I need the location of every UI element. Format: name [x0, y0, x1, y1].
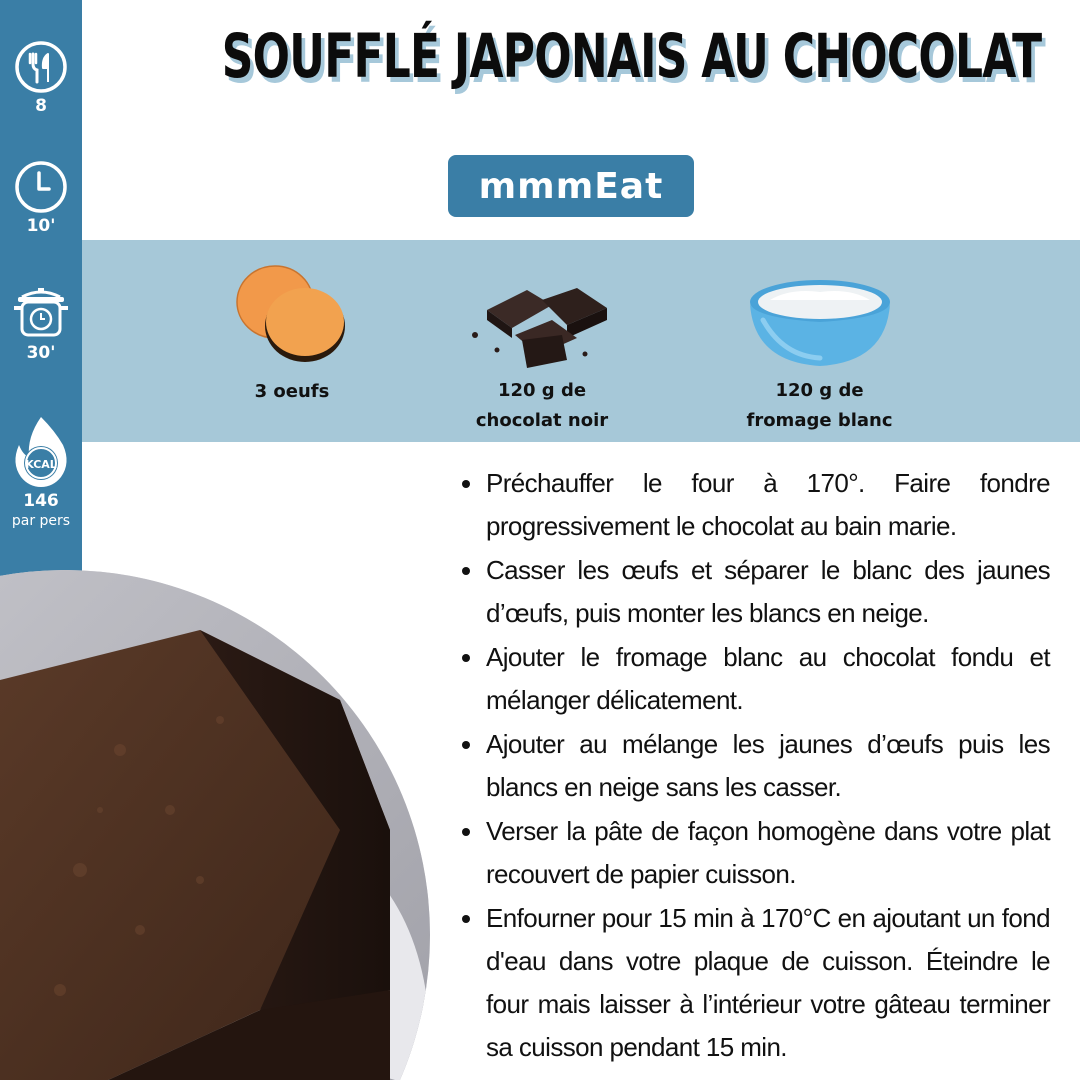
ingredient-eggs — [202, 260, 382, 407]
brand-logo: mmmEat — [448, 155, 694, 217]
recipe-step: Ajouter le fromage blanc au chocolat fondu et mélanger délicatement. — [460, 636, 1050, 722]
servings-value: 8 — [35, 96, 47, 116]
cooking-pot-icon — [12, 283, 70, 341]
recipe-step: Casser les œufs et séparer le blanc des jaunes d’œufs, puis monter les blancs en neige. — [460, 549, 1050, 635]
prep-time-value: 10' — [26, 216, 56, 236]
cook-time-value: 30' — [26, 343, 56, 363]
fork-knife-icon — [14, 40, 68, 94]
eggs-icon — [227, 260, 357, 365]
cake-photo — [0, 570, 430, 1080]
recipe-steps-list — [460, 462, 1050, 1070]
ingredient-chocolate-line2: chocolat noir — [475, 410, 609, 431]
calories-value: 146 — [23, 491, 59, 511]
ingredient-fromage-line1: 120 g de — [775, 380, 864, 401]
calories-unit: par pers — [11, 513, 71, 529]
ingredient-chocolate — [442, 280, 642, 436]
prep-time-stat — [0, 160, 82, 236]
calories-stat — [0, 413, 82, 529]
kcal-flame-icon — [10, 413, 72, 491]
dark-chocolate-icon — [467, 280, 617, 370]
kcal-badge-text: KCAL — [25, 458, 57, 471]
stats-sidebar — [0, 0, 82, 620]
ingredient-eggs-label: 3 oeufs — [254, 381, 330, 402]
ingredients-band — [82, 240, 1080, 442]
recipe-step: Enfourner pour 15 min à 170°C en ajoutant un fond d'eau dans votre plaque de cuisson. Éteindre le four mais laisser à l’intérieur votre gâteau terminer sa cuisson pendant 15 min. — [460, 897, 1050, 1069]
ingredient-chocolate-line1: 120 g de — [497, 380, 587, 401]
servings-stat — [0, 40, 82, 116]
recipe-step: Verser la pâte de façon homogène dans votre plat recouvert de papier cuisson. — [460, 810, 1050, 896]
ingredient-chocolate-label — [442, 376, 642, 436]
ingredient-fromage-blanc-label — [722, 376, 917, 436]
ingredient-fromage-blanc — [722, 272, 917, 436]
fromage-blanc-bowl-icon — [745, 272, 895, 372]
recipe-step: Ajouter au mélange les jaunes d’œufs puis les blancs en neige sans les casser. — [460, 723, 1050, 809]
clock-icon — [14, 160, 68, 214]
ingredient-fromage-line2: fromage blanc — [746, 410, 893, 431]
cook-time-stat — [0, 283, 82, 363]
page-title: SOUFFLÉ JAPONAIS AU CHOCOLAT — [221, 21, 1042, 92]
recipe-step: Préchauffer le four à 170°. Faire fondre progressivement le chocolat au bain marie. — [460, 462, 1050, 548]
